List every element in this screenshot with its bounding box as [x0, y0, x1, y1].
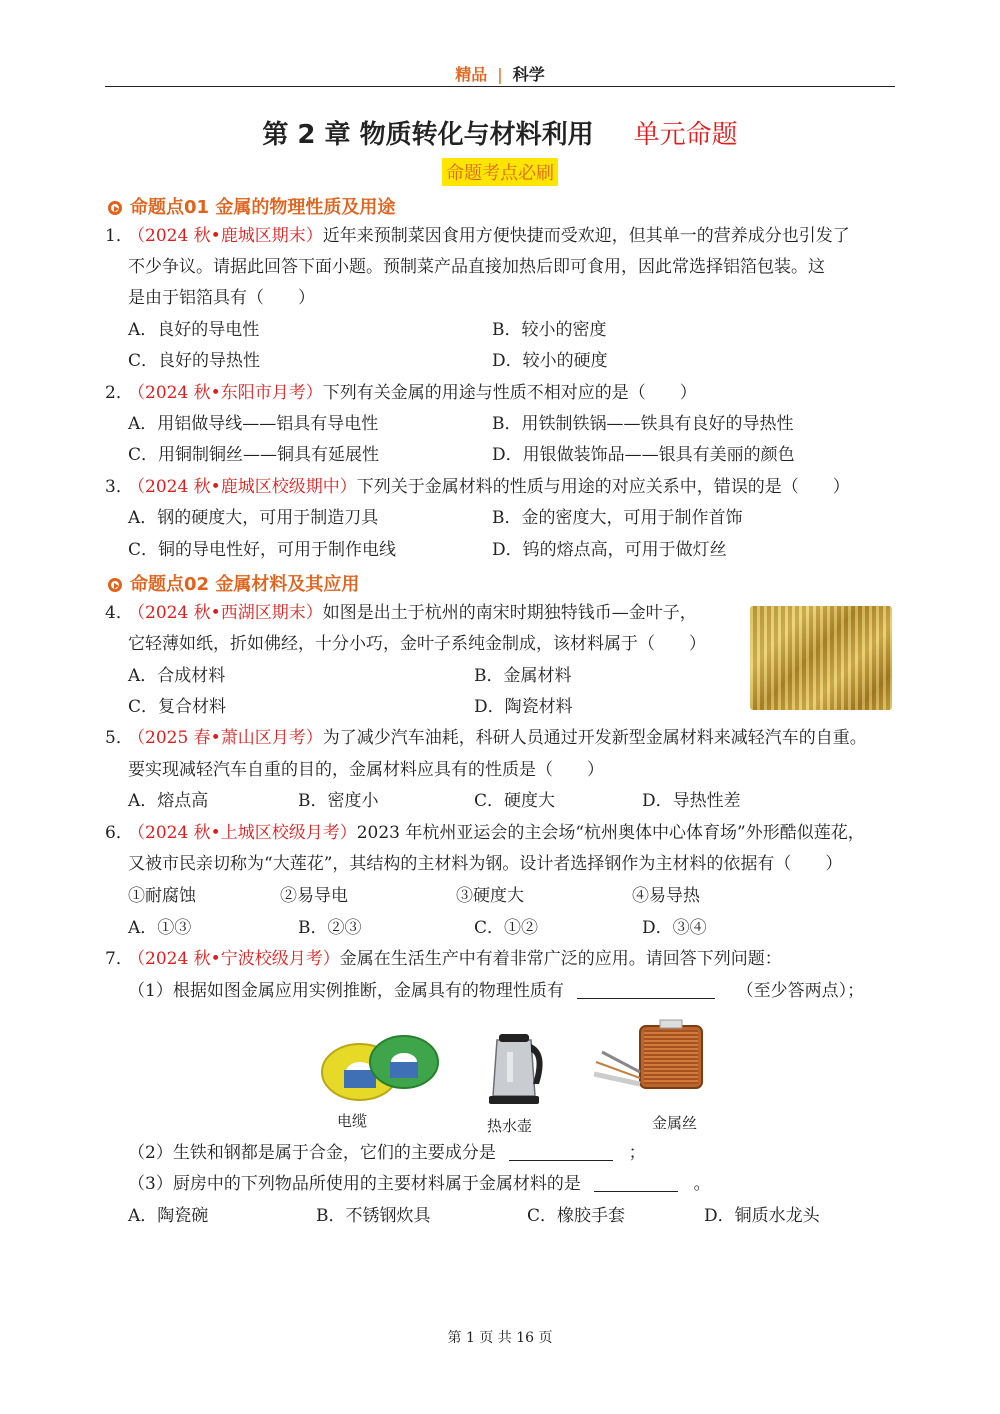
q5-option-b: B．密度小: [298, 791, 379, 811]
q6-number: 6．: [105, 823, 133, 843]
title-accent: 单元命题: [633, 120, 738, 150]
q6-property-3: ③硬度大: [456, 886, 524, 906]
q3-option-c: C．铜的导电性好，可用于制作电线: [128, 540, 397, 560]
q2-option-d: D．用银做装饰品——银具有美丽的颜色: [492, 445, 795, 465]
q6-property-1: ①耐腐蚀: [128, 886, 196, 906]
chapter-title: 第 2 章 物质转化与材料利用: [262, 120, 594, 150]
q7-answer-blank-2[interactable]: [509, 1142, 613, 1161]
q4-option-c: C．复合材料: [128, 697, 227, 717]
q5-source: （2025 春•萧山区月考）: [128, 728, 323, 748]
q4-option-a: A．合成材料: [128, 666, 226, 686]
q6-option-c: C．①②: [474, 918, 539, 938]
q6-option-a: A．①③: [128, 918, 192, 938]
gold-leaf-coin-image: [750, 606, 892, 710]
figure-label-cable: 电缆: [337, 1112, 368, 1130]
q3-number: 3．: [105, 477, 133, 497]
q1-option-d: D．较小的硬度: [492, 351, 608, 371]
q3-option-d: D．钨的熔点高，可用于做灯丝: [492, 540, 727, 560]
q7-sub1: （1）根据如图金属应用实例推断，金属具有的物理性质有 （至少答两点）；: [128, 981, 865, 1001]
play-circle-icon: [108, 201, 122, 215]
q3-source: （2024 秋•鹿城区校级期中）: [128, 477, 357, 497]
q6-option-d: D．③④: [642, 918, 707, 938]
figure-label-kettle: 热水壶: [487, 1117, 533, 1135]
page-header: [105, 62, 895, 85]
q2-option-b: B．用铁制铁锅——铁具有良好的导热性: [492, 414, 794, 434]
q1-option-b: B．较小的密度: [492, 320, 607, 340]
q5-line1: （2025 春•萧山区月考）为了减少汽车油耗，科研人员通过开发新型金属材料来减轻汽车的自重。: [128, 728, 867, 748]
q5-line2: 要实现减轻汽车自重的目的，金属材料应具有的性质是（ ）: [128, 760, 604, 780]
q2-option-c: C．用铜制铜丝——铜具有延展性: [128, 445, 380, 465]
header-brand: 精品: [455, 65, 488, 84]
q3-option-b: B．金的密度大，可用于制作首饰: [492, 508, 743, 528]
q4-number: 4．: [105, 603, 133, 623]
subtitle-badge: 命题考点必刷: [442, 158, 558, 186]
q6-line2: 又被市民亲切称为“大莲花”，其结构的主材料为钢。设计者选择钢作为主材料的依据有（ ）: [128, 854, 843, 874]
q5-option-c: C．硬度大: [474, 791, 556, 811]
q7-sub2: （2）生铁和钢都是属于合金，它们的主要成分是 ；: [128, 1143, 646, 1163]
header-subject: 科学: [512, 65, 545, 84]
q4-source: （2024 秋•西湖区期末）: [128, 603, 323, 623]
q2-option-a: A．用铝做导线——铝具有导电性: [128, 414, 379, 434]
cable-coil-image: [318, 1018, 442, 1106]
q1-number: 1．: [105, 226, 133, 246]
q1-line3: 是由于铝箔具有（ ）: [128, 288, 315, 308]
q2-source: （2024 秋•东阳市月考）: [128, 383, 323, 403]
q7-option-c: C．橡胶手套: [527, 1206, 626, 1226]
q4-line2: 它轻薄如纸，折如佛经，十分小巧，金叶子系纯金制成，该材料属于（ ）: [128, 634, 706, 654]
section-heading-2: 命题点02 金属材料及其应用: [108, 570, 359, 596]
q6-line1: （2024 秋•上城区校级月考）2023 年杭州亚运会的主会场“杭州奥体中心体育场”外形酷似莲花，: [128, 823, 865, 843]
q4-line1: （2024 秋•西湖区期末）如图是出土于杭州的南宋时期独特钱币—金叶子，: [128, 603, 697, 623]
q1-line2: 不少争议。请据此回答下面小题。预制菜产品直接加热后即可食用，因此常选择铝箔包装。这: [128, 257, 825, 277]
q7-sub3: （3）厨房中的下列物品所使用的主要材料属于金属材料的是 。: [128, 1174, 711, 1194]
q3-line1: （2024 秋•鹿城区校级期中）下列关于金属材料的性质与用途的对应关系中，错误的是（ ）: [128, 477, 850, 497]
q7-answer-blank-3[interactable]: [594, 1173, 678, 1192]
q2-number: 2．: [105, 383, 133, 403]
q1-option-c: C．良好的导热性: [128, 351, 261, 371]
q5-option-a: A．熔点高: [128, 791, 209, 811]
q6-source: （2024 秋•上城区校级月考）: [128, 823, 357, 843]
q5-number: 5．: [105, 728, 133, 748]
q4-option-d: D．陶瓷材料: [474, 697, 573, 717]
q7-line1: （2024 秋•宁波校级月考）金属在生活生产中有着非常广泛的应用。请回答下列问题：: [128, 949, 782, 969]
q7-source: （2024 秋•宁波校级月考）: [128, 949, 340, 969]
q3-option-a: A．钢的硬度大，可用于制造刀具: [128, 508, 379, 528]
q5-option-d: D．导热性差: [642, 791, 741, 811]
figure-label-wire: 金属丝: [652, 1114, 698, 1132]
section-heading-1: 命题点01 金属的物理性质及用途: [108, 193, 395, 219]
q7-answer-blank-1[interactable]: [577, 980, 715, 999]
q1-source: （2024 秋•鹿城区期末）: [128, 226, 323, 246]
q1-line1: （2024 秋•鹿城区期末）近年来预制菜因食用方便快捷而受欢迎，但其单一的营养成分也引发了: [128, 226, 850, 246]
header-rule: [105, 86, 895, 87]
q6-option-b: B．②③: [298, 918, 362, 938]
q7-option-d: D．铜质水龙头: [704, 1206, 820, 1226]
q4-option-b: B．金属材料: [474, 666, 572, 686]
q1-option-a: A．良好的导电性: [128, 320, 260, 340]
play-circle-icon: [108, 578, 122, 592]
q2-line1: （2024 秋•东阳市月考）下列有关金属的用途与性质不相对应的是（ ）: [128, 383, 697, 403]
q7-option-a: A．陶瓷碗: [128, 1206, 209, 1226]
header-separator: |: [497, 65, 503, 84]
kettle-image: [483, 1022, 551, 1106]
q6-property-2: ②易导电: [280, 886, 348, 906]
q6-property-4: ④易导热: [632, 886, 700, 906]
q7-number: 7．: [105, 949, 133, 969]
page-footer: 第 1 页 共 16 页: [447, 1330, 553, 1346]
metal-wire-image: [592, 1012, 712, 1104]
page-title: [0, 114, 1000, 151]
q7-option-b: B．不锈钢炊具: [316, 1206, 431, 1226]
